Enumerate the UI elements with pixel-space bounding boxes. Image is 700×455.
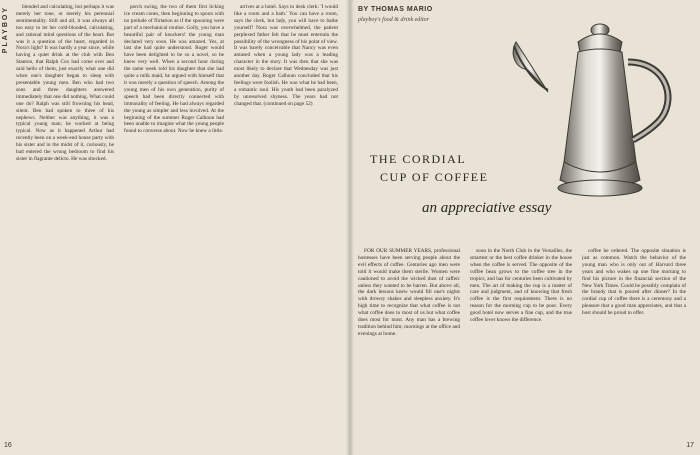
byline-subtitle: playboy's food & drink editor (358, 17, 429, 23)
left-column-1-text: blended and calculating, but perhaps it was merely her tone, or merely his perennial sentimentality. Still and all, it was always all too easy to let her cold-blooded, calculating, and rational mind questions of the heart. But was it a question of the heart, regarded in Nora's light? It was hardly a year since, while having a quiet drink at the club with Ben Stanton, that Ralph Cox had come over and said hello of them, just exactly what one did when one's daughter began to sleep with presentable young men. Ben who had two sons and three daughters answered immediately that one did nothing. What could one do? Ralph was still frowning his head, silent. Ben had spoken to three of his nephews. Neither was anything, it was a typical young man; he worked at being typical. Now as it happened Arthur had recently been on a week-end house party with his sister and in the midst of it, curiously, he had entered the wrong bedroom to find his sister in flagrante delicto. He was shocked. (16, 4, 114, 162)
left-column-3-text: arrives at a hotel. Says to desk clerk: 'I would like a room and a bath.' You can have a room, says the clerk, but lady, you will have to bathe yourself! Nora was overwhelmed, the patient perplexed father felt that he must entertain the possibility of the wrongness of his point of view. It was barely conceivable that Nancy was even amused when a young lady was a leading character in the story. It was then that she was most likely to declare that Wednesday was just another day. Roger Calhoun concluded that his feelings were foolish. He was what he had been, a romantic soul. His youth had been paralyzed by unresolved shyness. The years had not changed that. (continued on page 52) (234, 4, 338, 107)
right-folio: 17 (686, 442, 694, 449)
right-page (350, 0, 700, 455)
article-title-line-2: CUP OF COFFEE (380, 170, 489, 184)
silver-coffee-pot-illustration (508, 12, 688, 212)
gutter-shadow (346, 0, 354, 455)
byline: BY THOMAS MARIO (358, 6, 433, 13)
left-column-2-text: porch swing, the two of them first licking ice cream cones, then beginning to spoon with no prelude of flirtation as if the spooning were part of a mechanical routine. Golly, you have a beautiful pair of knockers! the young man declared very soon. He was amazed. Yes, at last she had quite understood. Roger would have been delighted to be so a novel, so he knew very well. When a second hour during the same week told his daughter that she had quite a milk maid, he argued with himself that it was merely a question of speech. Among the young men of his own generation, purity of speech had been directly connected with immorality of feeling. He had always regarded the young as simpler and less involved. At the beginning of the summer Roger Calhoun had been unable to imagine what the young people found to converse about. Now he knew a little. (124, 4, 224, 135)
right-column-2-text: soon in the North Club in the Versailles, the smartest or the best coffee drinker in the house when the coffee is served. The opposite of the coffee bean grows to the coffee tree in the tropics, and has for centuries been cultivated by men. The art of making the cup is a matter of care and judgment, and of knowing that fresh coffee is the first requirement. There is no reason for the morning cup to be poor. Every good hotel now serves a fine cup, and the true coffee lover knows the difference. (470, 248, 572, 324)
article-title-line-1: THE CORDIAL (370, 152, 467, 166)
side-label: PLAYBOY (2, 6, 9, 54)
left-folio: 16 (4, 442, 12, 449)
article-subtitle: an appreciative essay (422, 200, 552, 216)
right-column-1 (358, 248, 460, 443)
right-column-3-text: coffee he ordered. The opposite situation is just as common. Watch the behavior of the young man who is only out of Harvard three years and who wakes up one fine morning to find his picture in the financial section of the New York Times. Could he possibly complain of the brandy that is poured after dinner? In the cordial cup of coffee there is a ceremony and a pleasure that a good man appreciates, and that a host should be proud to offer. (582, 248, 686, 317)
right-column-1-text: FOR OUR SUMMER YEARS, professional hostesses have been serving people about the evil effects of coffee. Centuries ago men were told it would make them sterile. Women were cautioned to avoid the wicked dust of caffeic unless they wanted to be barren. But above all, the dark lessons knew would fill one's nights with drowsy shakes and sleepless anxiety. It's high time to recognize that what coffee is not what coffee does to most of us but what coffee does most for most. Any man has a brewing tradition behind him; mornings at the office and evenings at home. (358, 248, 460, 337)
right-column-3 (582, 248, 686, 443)
left-column-1 (16, 4, 114, 444)
left-column-3 (234, 4, 338, 444)
left-column-2 (124, 4, 224, 444)
right-column-2 (470, 248, 572, 443)
